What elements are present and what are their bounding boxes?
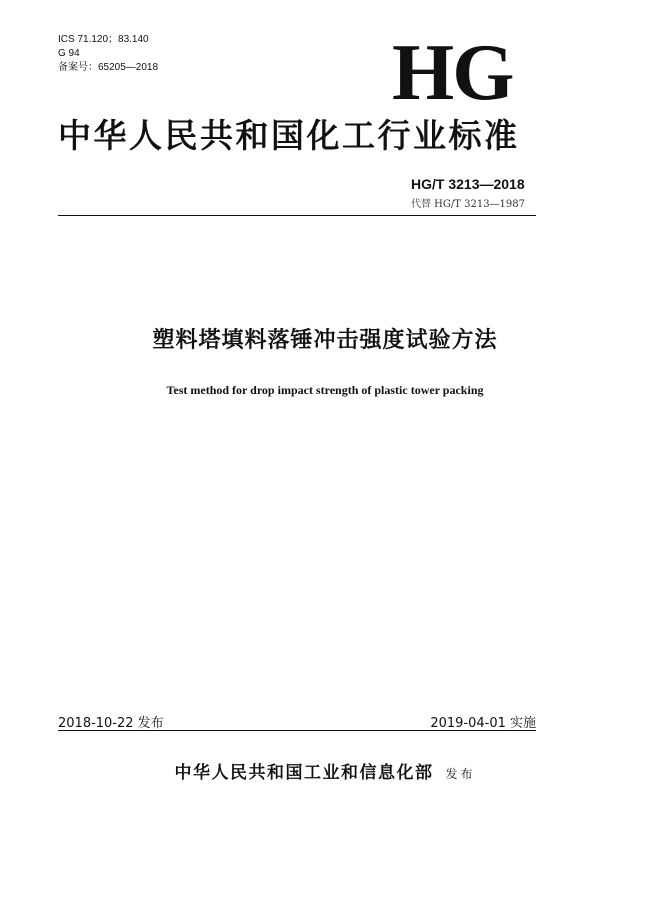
bottom-divider: [58, 730, 536, 731]
issue-date: 2018-10-22 发布: [58, 716, 164, 731]
publisher-suffix: 发布: [445, 767, 476, 781]
publisher-line: [0, 758, 650, 783]
hg-logo: HG: [392, 29, 513, 117]
replaces-standard: 代替 HG/T 3213—1987: [411, 199, 526, 210]
document-title-english: Test method for drop impact strength of plastic tower packing: [166, 383, 484, 397]
ics-code: ICS 71.120；83.140: [58, 34, 149, 45]
publisher-name: 中华人民共和国工业和信息化部: [174, 763, 434, 783]
standard-number: HG/T 3213—2018: [411, 176, 525, 192]
document-title-chinese: 塑料塔填料落锤冲击强度试验方法: [152, 328, 498, 353]
classification-code: G 94: [58, 48, 80, 59]
standard-category-title: 中华人民共和国化工行业标准: [58, 116, 520, 155]
record-number: 备案号：65205—2018: [58, 62, 159, 73]
top-divider: [58, 215, 536, 216]
implementation-date: 2019-04-01 实施: [430, 716, 536, 731]
